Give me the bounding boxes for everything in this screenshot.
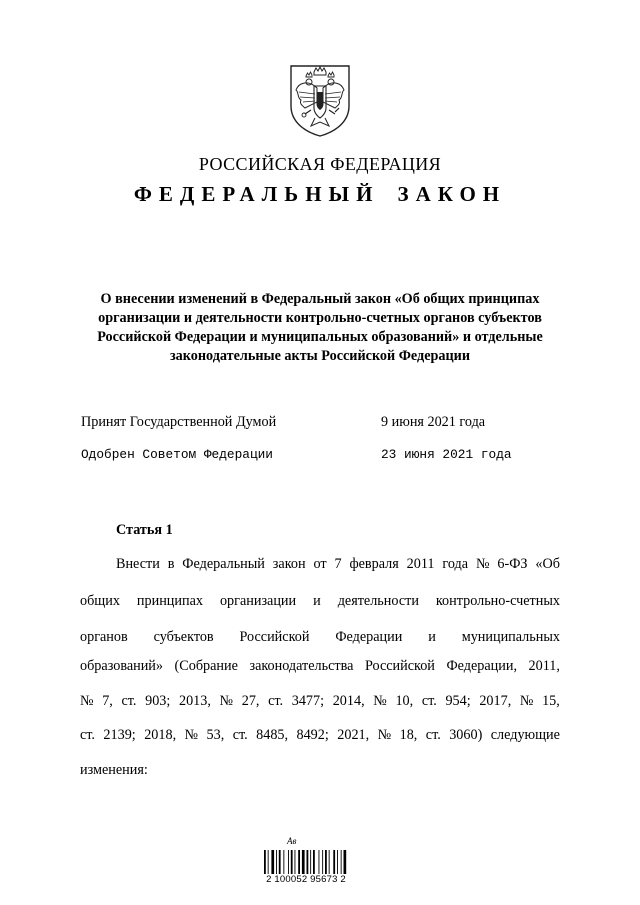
document-type: [0, 182, 640, 207]
body-line: № 7, ст. 903; 2013, № 27, ст. 3477; 2014, № 10, ст. 954; 2017, № 15,: [80, 693, 560, 709]
adoption-label: Принят Государственной Думой: [81, 414, 277, 430]
approval-label: Одобрен Советом Федерации: [81, 447, 273, 462]
barcode-number: 2 100052 95673 2: [258, 874, 354, 885]
body-line: Внести в Федеральный закон от 7 февраля 2011 года № 6-ФЗ «Об: [116, 556, 560, 572]
body-line-last: изменения:: [80, 762, 148, 778]
body-line: ст. 2139; 2018, № 53, ст. 8485, 8492; 2021, № 18, ст. 3060) следующие: [80, 727, 560, 743]
adoption-row-council: [81, 447, 512, 462]
country-name: РОССИЙСКАЯ ФЕДЕРАЦИЯ: [198, 154, 442, 174]
law-title: О внесении изменений в Федеральный закон «Об общих принципах организации и деятельности контрольно-счетных органов субъектов Российской Федерации и муниципальных образований» и отдельные законодательные акты Российской Федерации: [97, 291, 543, 364]
approval-date: 23 июня 2021 года: [381, 447, 512, 462]
body-line: органов субъектов Российской Федерации и муниципальных: [80, 629, 560, 645]
adoption-row-duma: [81, 414, 486, 431]
signature-mark: Ав: [287, 836, 297, 846]
document-type-word-1: ФЕДЕРАЛЬНЫЙ: [133, 182, 380, 206]
coat-of-arms-icon: [287, 62, 353, 138]
article-heading: Статья 1: [116, 522, 173, 538]
barcode-icon: [258, 836, 354, 898]
adoption-date: 9 июня 2021 года: [381, 414, 486, 430]
body-line: образований» (Собрание законодательства Российской Федерации, 2011,: [80, 658, 560, 674]
document-type-word-2: ЗАКОН: [397, 182, 507, 206]
body-line: общих принципах организации и деятельности контрольно-счетных: [80, 593, 560, 609]
